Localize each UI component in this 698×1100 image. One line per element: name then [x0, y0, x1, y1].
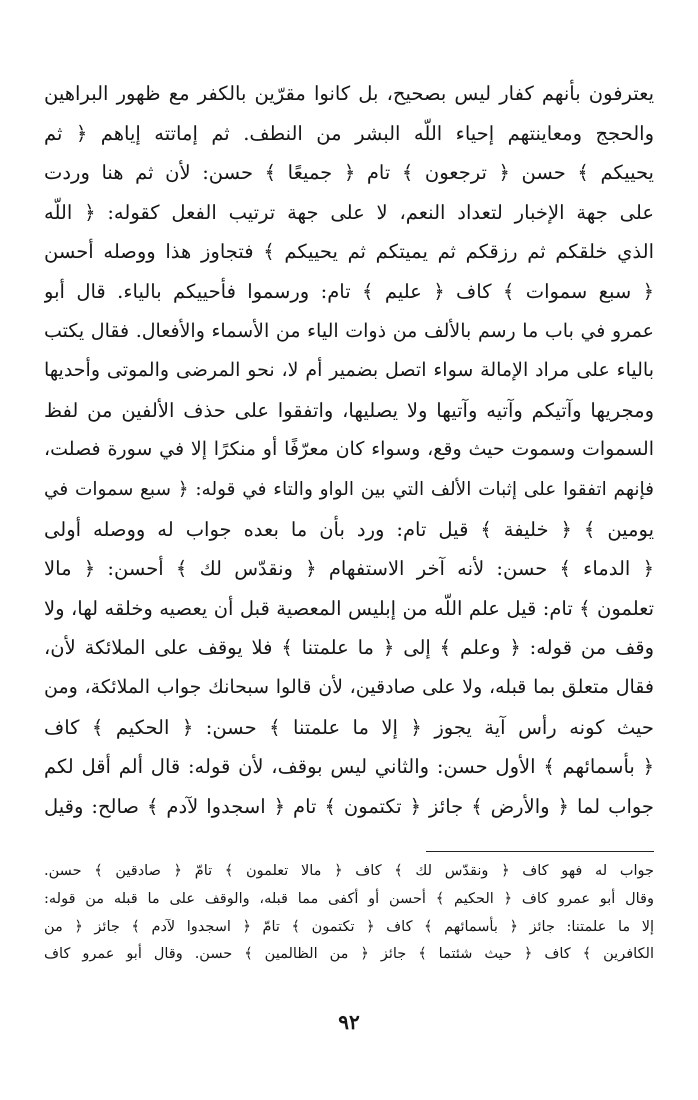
text-line: على جهة الإخبار لتعداد النعم، لا على جهة ترتيب الفعل كقوله: ﴿ اللّه — [44, 200, 654, 224]
text-line: والحجج ومعاينتهم إحياء اللّه البشر من النطف. ثم إماتته إياهم ﴿ ثم — [44, 121, 654, 145]
footnote-line: إلا ما علمتنا: جائز ﴿ بأسمائهم ﴾ كاف ﴿ تكتمون ﴾ تامّ ﴿ اسجدوا لآدم ﴾ جائز ﴿ من — [44, 918, 654, 935]
text-line: عمرو في باب ما رسم بالألف من ذوات الياء من الأسماء والأفعال. فقال يكتب — [44, 319, 654, 342]
text-line: ﴿ سبع سموات ﴾ كاف ﴿ عليم ﴾ تام: ورسموا فأحييكم بالياء. قال أبو — [44, 279, 654, 303]
text-line: ﴿ بأسمائهم ﴾ الأول حسن: والثاني ليس بوقف، لأن قوله: قال ألم أقل لكم — [44, 755, 654, 779]
footnote-line: جواب له فهو كاف ﴿ ونقدّس لك ﴾ كاف ﴿ مالا تعلمون ﴾ تامّ ﴿ صادقين ﴾ حسن. — [44, 863, 654, 879]
text-line: الذي خلقكم ثم رزقكم ثم يميتكم ثم يحييكم ﴾ فتجاوز هذا ووصله أحسن — [44, 240, 654, 264]
text-line: ﴿ الدماء ﴾ حسن: لأنه آخر الاستفهام ﴿ ونقدّس لك ﴾ أحسن: ﴿ مالا — [44, 557, 654, 581]
text-line: جواب لما ﴿ والأرض ﴾ جائز ﴿ تكتمون ﴾ تام ﴿ اسجدوا لآدم ﴾ صالح: وقيل — [44, 794, 654, 818]
text-line: تعلمون ﴾ تام: قيل علم اللّه من إبليس المعصية قبل أن يعصيه وخلقه لها، ولا — [44, 596, 654, 620]
text-line: السموات وسموت حيث وقع، وسواء كان معرّفًا أو منكرًا إلا في سورة فصلت، — [44, 438, 654, 461]
text-line: فإنهم اتفقوا على إثبات الألف التي بين الواو والتاء في قوله: ﴿ سبع سموات في — [44, 478, 654, 500]
footnotes-block — [44, 858, 654, 969]
footnote-line: الكافرين ﴾ كاف ﴿ حيث شئتما ﴾ جائز ﴿ من الظالمين ﴾ حسن. وقال أبو عمرو كاف — [44, 946, 654, 963]
text-line: حيث كونه رأس آية يجوز ﴿ إلا ما علمتنا ﴾ حسن: ﴿ الحكيم ﴾ كاف — [44, 715, 654, 739]
main-text-block — [44, 74, 654, 826]
page-number: ٩٢ — [338, 1010, 360, 1034]
text-line: يومين ﴾ ﴿ خليفة ﴾ قيل تام: ورد بأن ما بعده جواب له ووصله أولى — [44, 517, 654, 541]
text-line: يعترفون بأنهم كفار ليس بصحيح، بل كانوا مقرّين بالكفر مع ظهور البراهين — [44, 82, 654, 105]
text-line: يحييكم ﴾ حسن ﴿ ترجعون ﴾ تام ﴿ جميعًا ﴾ حسن: لأن ثم هنا وردت — [44, 161, 654, 185]
footnote-separator — [426, 851, 654, 852]
text-line: فقال متعلق بما قبله، ولا على صادقين، لأن قالوا سبحانك جواب الملائكة، ومن — [44, 675, 654, 698]
text-line: وقف من قوله: ﴿ وعلم ﴾ إلى ﴿ ما علمتنا ﴾ فلا يوقف على الملائكة لأن، — [44, 636, 654, 660]
text-line: ومجريها وآتيكم وآتيه وآتيها ولا يصليها، واتفقوا على حذف الألفين من لفظ — [44, 398, 654, 422]
text-line: بالياء على مراد الإمالة سواء اتصل بضمير أم لا، نحو المرضى والموتى وأحديها — [44, 359, 654, 382]
footnote-line: وقال أبو عمرو كاف ﴿ الحكيم ﴾ أحسن أو أكفى مما قبله، والوقف على ما قبله من قوله: — [44, 890, 654, 907]
